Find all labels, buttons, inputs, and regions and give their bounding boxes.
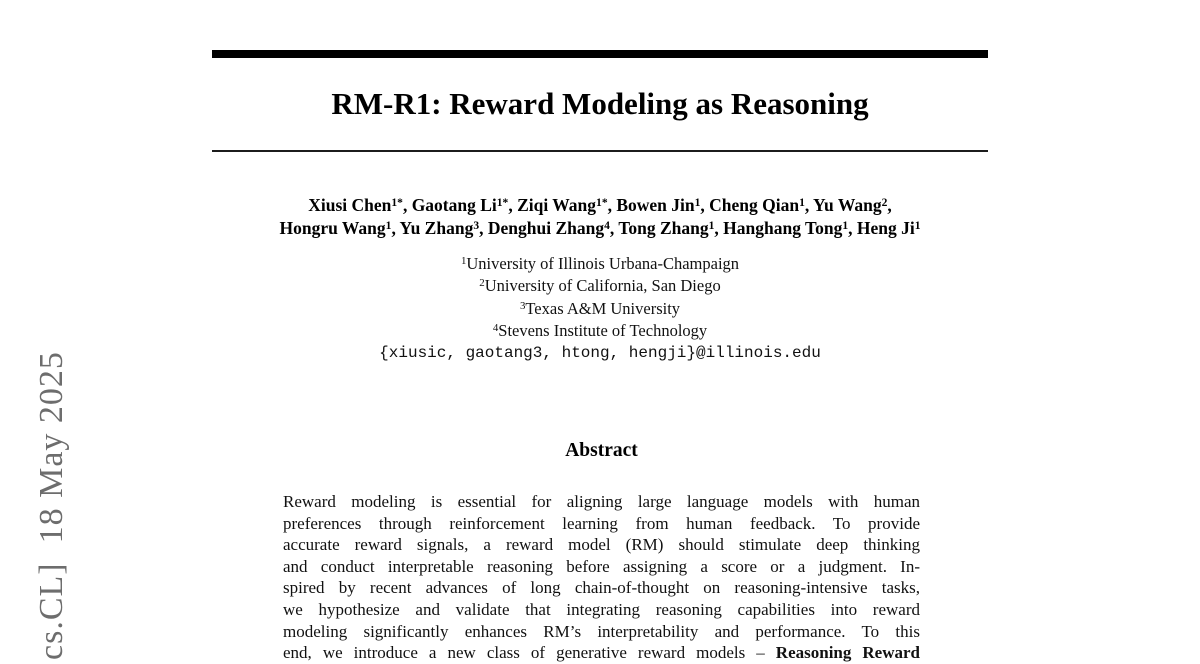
author-superscript: 1: [799, 196, 805, 209]
author-superscript: 1: [694, 196, 701, 209]
affiliation-superscript: 1: [460, 255, 467, 268]
abstract-line: Reward modeling is essential for aligning large language models with human: [283, 492, 920, 511]
affiliation-superscript: 3: [519, 299, 526, 312]
arxiv-watermark: cs.CL] 18 May 2025: [33, 351, 70, 660]
author-superscript: 1: [385, 219, 392, 232]
title-rule-bottom: [212, 150, 988, 152]
abstract-line: modeling significantly enhances RM’s interpretability and performance. To this: [283, 621, 920, 641]
affiliation-line: $^4$Stevens Institute of Technology: [492, 320, 708, 340]
author-superscript: 3: [473, 219, 480, 232]
author-line-1: Xiusi Chen$^{1*}$, Gaotang $Li^{1*}$, Ziqi Wang$^{1*}$, Bowen Jin$^1$, Cheng Qian$^1$, Yu Wang$^2$,: [308, 195, 892, 215]
author-superscript: 1*: [596, 196, 608, 209]
abstract-line: and conduct interpretable reasoning before assigning a score or a judgment. In-: [283, 556, 920, 576]
author-superscript: 1: [708, 219, 715, 232]
abstract-line: spired by recent advances of long chain-of-thought on reasoning-intensive tasks,: [283, 578, 920, 598]
abstract-line: preferences through reinforcement learning from human feedback. To provide: [283, 513, 920, 533]
abstract-line: end, we introduce a new class of generative reward models – Reasoning Reward: [283, 643, 920, 663]
author-superscript: 1*: [391, 196, 403, 209]
affiliation-line: $^2$University of California, San Diego: [479, 276, 721, 296]
affiliation-line: $^1$University of Illinois Urbana-Champaign: [460, 254, 740, 273]
contact-email: {xiusic, gaotang3, htong, hengji}@illinois.edu: [379, 344, 821, 363]
abstract-heading: Abstract: [565, 440, 638, 461]
author-superscript: 1: [914, 219, 921, 232]
paper-title: RM-R1: Reward Modeling as Reasoning: [331, 86, 869, 121]
affiliation-block: [212, 253, 988, 364]
affiliation-superscript: 4: [492, 322, 499, 334]
author-superscript: 2: [881, 196, 888, 209]
author-block: [162, 194, 1038, 240]
affiliation-list: [212, 253, 988, 342]
author-line-2: Hongru Wang$^1$, Yu Zhang$^3$, Denghui Zhang$^4$, Tong Zhang$^1$, Hanghang Tong$^1$, Heng Ji$^1$: [279, 218, 921, 238]
author-superscript: 1: [842, 219, 849, 232]
author-superscript: 4: [604, 219, 610, 232]
title-rule-top: [212, 50, 988, 58]
affiliation-superscript: 2: [479, 277, 485, 290]
author-superscript: 1*: [496, 196, 509, 209]
abstract-line: accurate reward signals, a reward model (RM) should stimulate deep thinking: [283, 535, 920, 555]
abstract-body: [283, 491, 920, 664]
affiliation-line: $^3$Texas A&M University: [519, 298, 681, 318]
abstract-line: we hypothesize and validate that integrating reasoning capabilities into reward: [283, 599, 920, 619]
